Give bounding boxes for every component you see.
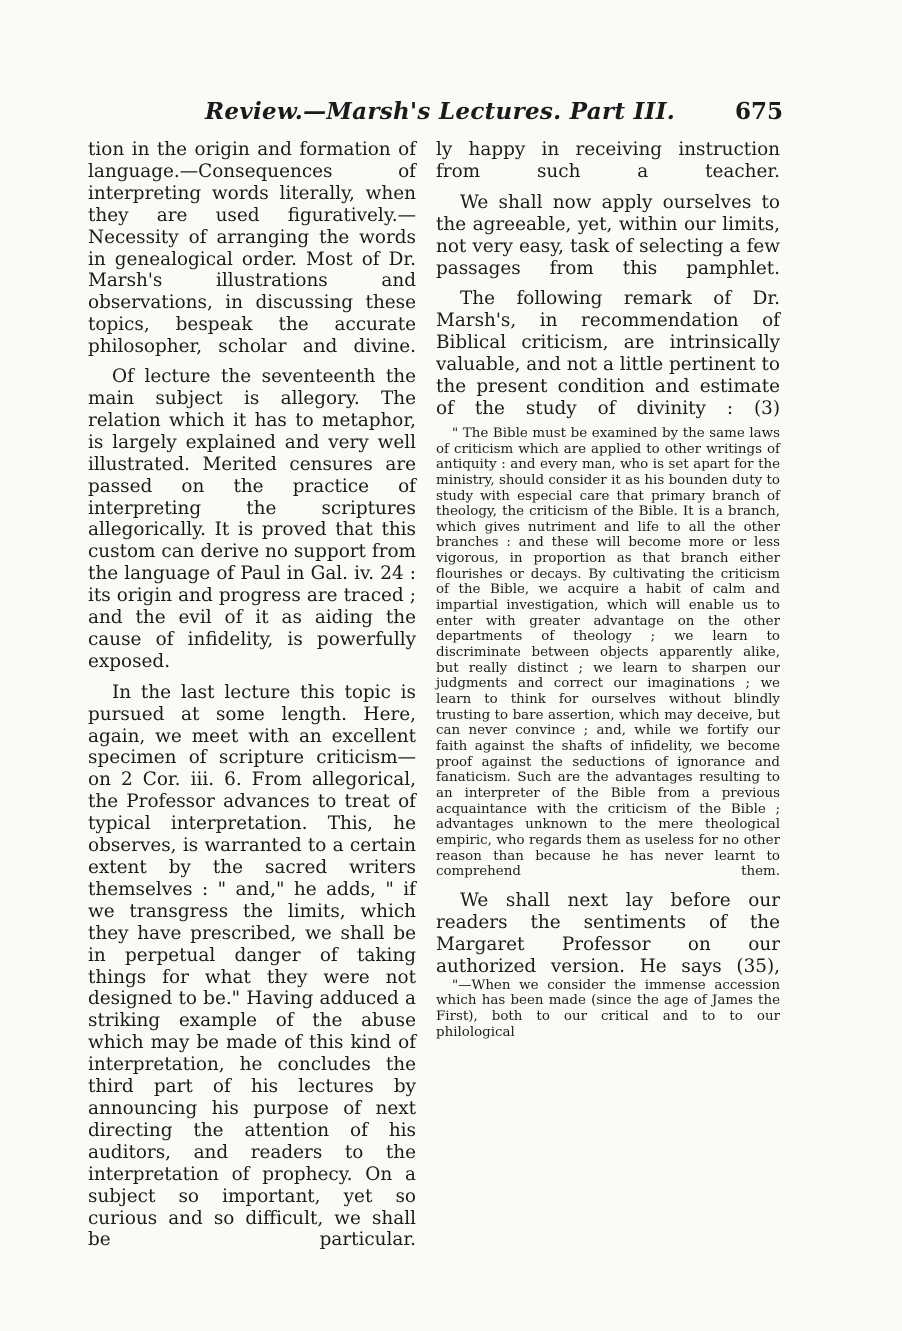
left-paragraph-allegory: Of lecture the seventeenth the main subject is allegory. The relation which it has to metaphor, is largely explained and very well illustrated. Merited censures are passed on the practice of interpreting the scriptures allegorically. It is proved that this custom can derive no support from the language of Paul in Gal. iv. 24 : its origin and progress are traced ; and the evil of it as aiding the cause of infidelity, is powerfully exposed. xyxy=(88,366,416,672)
block-quote-immense-accession: "—When we consider the immense accession which has been made (since the age of James the First), both to our critical and to to our philological xyxy=(436,977,780,1040)
paragraph-gap xyxy=(436,880,780,890)
right-paragraph-apply: We shall now apply ourselves to the agreeable, yet, within our limits, not very easy, task of selecting a few passages from this pamphlet. xyxy=(436,191,780,279)
right-paragraph-continued: ly happy in receiving instruction from such a teacher. xyxy=(436,139,780,182)
paragraph-gap xyxy=(436,279,780,288)
block-quote-bible-criticism: " The Bible must be examined by the same laws of criticism which are applied to other writings of antiquity : and every man, who is set apart for the ministry, should consider it as his bounden duty to study with especial care that primary branch of theology, the criticism of the Bible. It is a branch, which gives nutriment and life to all the other branches : and these will become more or less vigorous, in proportion as that branch either flourishes or decays. By cultivating the criticism of the Bible, we acquire a habit of calm and impartial investigation, which will enable us to enter with greater advantage on the other departments of theology ; we learn to discriminate between objects apparently alike, but really distinct ; we learn to sharpen our judgments and correct our imaginations ; we learn to think for ourselves without blindly trusting to bare assertion, which may deceive, but can never convince ; and, while we fortify our faith against the shafts of infidelity, we become proof against the seductions of ignorance and fanaticism. Such are the advantages resulting to an interpreter of the Bible from a previous acquaintance with the criticism of the Bible ; advantages unknown to the mere theological empiric, who regards them as useless for no other reason than because he has never learnt to comprehend them. xyxy=(436,425,780,880)
paragraph-gap xyxy=(88,673,416,682)
left-column xyxy=(88,139,416,1251)
paragraph-gap xyxy=(88,358,416,366)
running-head xyxy=(205,98,783,130)
page-number: 675 xyxy=(734,98,783,125)
left-paragraph-continued: tion in the origin and formation of language.—Consequences of interpreting words literally, when they are used figuratively.—Necessity of arranging the words in genealogical order. Most of Dr. Marsh's illustrations and observations, in discussing these topics, bespeak the accurate philosopher, scholar and divine. xyxy=(88,139,416,358)
left-paragraph-last-lecture: In the last lecture this topic is pursued at some length. Here, again, we meet with an excellent specimen of scripture criticism—on 2 Cor. iii. 6. From allegorical, the Professor advances to treat of typical interpretation. This, he observes, is warranted to a certain extent by the sacred writers themselves : " and," he adds, " if we transgress the limits, which they have prescribed, we shall be in perpetual danger of taking things for what they were not designed to be." Having adduced a striking example of the abuse which may be made of this kind of interpretation, he concludes the third part of his lectures by announcing his purpose of next directing the attention of his auditors, and readers to the interpretation of prophecy. On a subject so important, yet so curious and so difficult, we shall be particular. xyxy=(88,681,416,1251)
running-title: Review.—Marsh's Lectures. Part III. xyxy=(205,98,676,125)
right-column xyxy=(436,139,780,1040)
right-paragraph-authorized-version: We shall next lay before our readers the sentiments of the Margaret Professor on our authorized version. He says (35), xyxy=(436,889,780,977)
paragraph-gap xyxy=(436,183,780,192)
right-paragraph-remark: The following remark of Dr. Marsh's, in recommendation of Biblical criticism, are intrinsically valuable, and not a little pertinent to the present condition and estimate of the study of divinity : (3) xyxy=(436,288,780,419)
